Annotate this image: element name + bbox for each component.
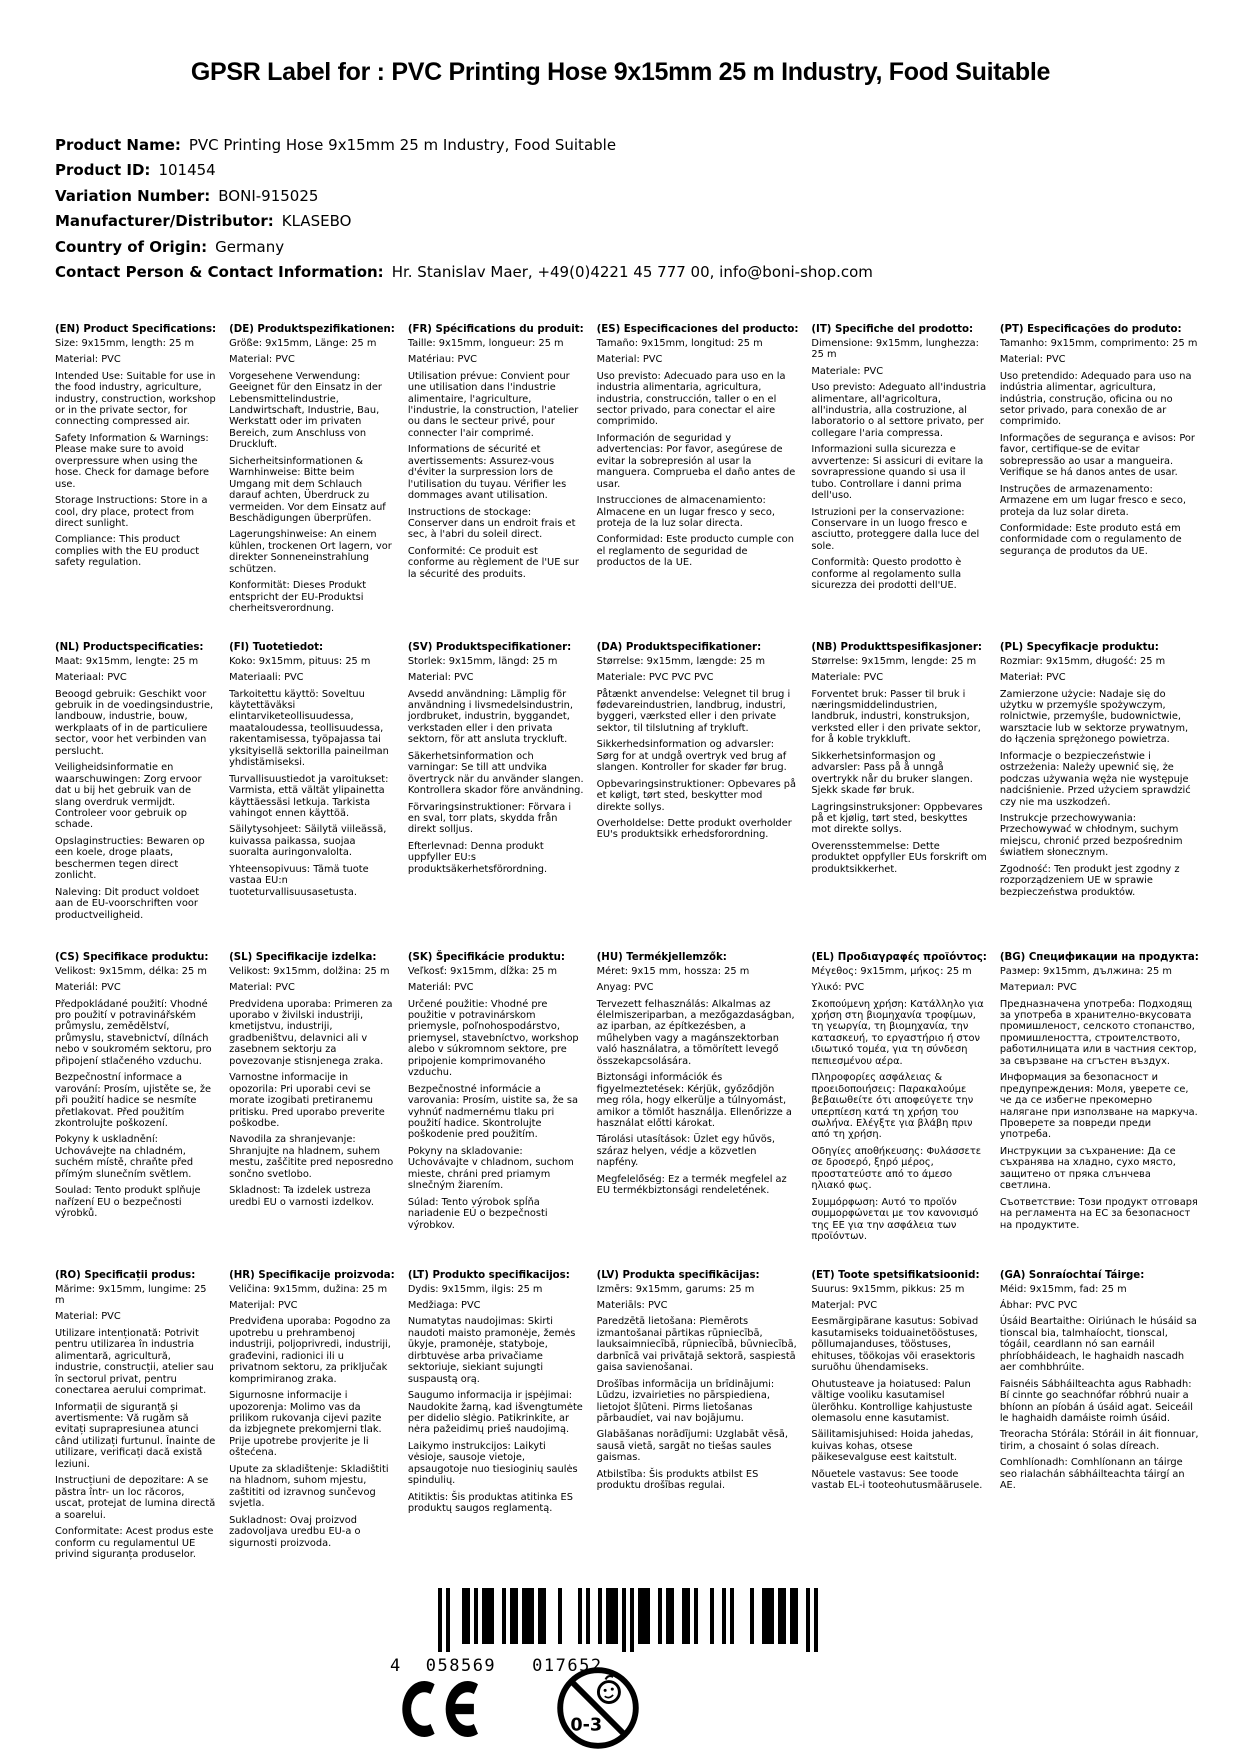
spec-paragraph: Tarkoitettu käyttö: Soveltuu käytettäväksi elintarviketeollisuudessa, maataloudessa, teollisuudessa, rakentamisessa, työpajassa tai yksityisellä sektorilla paineilman yhdistämiseksi.	[229, 688, 389, 769]
spec-paragraph: Soulad: Tento produkt splňuje nařízení EU o bezpečnosti výrobků.	[55, 1185, 201, 1220]
spec-paragraph: Instruções de armazenamento: Armazene em um lugar fresco e seco, proteja da luz solar direta.	[999, 483, 1186, 518]
language-spec-header: (HR) Specifikacije proizvoda:	[229, 1269, 395, 1281]
spec-paragraph: Konformität: Dieses Produkt entspricht der EU-Produktsi cherheitsverordnung.	[229, 580, 367, 615]
spec-paragraph: Compliance: This product complies with the EU product safety regulation.	[55, 534, 200, 569]
language-spec-header: (PL) Specyfikacje produktu:	[999, 641, 1159, 653]
language-spec-header: (CS) Specifikace produktu:	[55, 951, 209, 963]
spec-paragraph: Materijal: PVC	[229, 1299, 298, 1311]
language-spec-header: (EN) Product Specifications:	[55, 323, 217, 335]
language-spec-block	[811, 324, 986, 620]
spec-paragraph: Påtænkt anvendelse: Velegnet til brug i fødevareindustrien, landbrug, industri, byggeri, værksted eller i den private sektor, til tilslutning af trykluft.	[596, 688, 791, 734]
product-name-row	[55, 134, 1186, 157]
spec-paragraph: Faisnéis Sábháilteachta agus Rabhadh: Bí cinnte go seachnófar róbhrú nuair a bhíonn an píobán á úsáid agat. Seiceáil le haghaidh damáiste roimh úsáid.	[999, 1378, 1193, 1425]
contact-value: Hr. Stanislav Maer, +49(0)4221 45 777 00, info@boni-shop.com	[391, 263, 873, 282]
ce-mark-icon	[400, 1678, 480, 1740]
spec-paragraph: Comhlíonadh: Comhlíonann an táirge seo rialachán sábháilteachta táirgí an AE.	[999, 1457, 1185, 1492]
spec-paragraph: Safety Information & Warnings: Please make sure to avoid overpressure when using the hose. Check for damage before use.	[55, 432, 210, 490]
spec-paragraph: Conformitate: Acest produs este conform cu regulamentul UE privind siguranța produselor.	[55, 1526, 214, 1561]
spec-paragraph: Zamierzone użycie: Nadaje się do użytku w przemyśle spożywczym, rolnictwie, przemyśle, budownictwie, warsztacie lub w sektorze prywatnym, do łączenia sprężonego powietrza.	[999, 688, 1189, 746]
spec-paragraph: Instrucțiuni de depozitare: A se păstra într- un loc răcoros, uscat, protejat de lumina directă a soarelui.	[55, 1475, 216, 1521]
spec-paragraph: Materiál: PVC	[407, 982, 474, 994]
spec-paragraph: Material: PVC	[999, 354, 1066, 366]
spec-paragraph: Uso pretendido: Adequado para uso na indústria alimentar, agricultura, indústria, construção, oficina ou no setor privado, para conexão de ar comprimido.	[999, 370, 1192, 428]
language-spec-block	[1000, 642, 1199, 930]
spec-paragraph: Overensstemmelse: Dette produktet oppfyller EUs forskrift om produktsikkerhet.	[811, 840, 987, 875]
language-spec-block	[55, 642, 216, 930]
language-spec-block	[408, 1270, 584, 1566]
spec-paragraph: Informații de siguranță și avertismente: Vă rugăm să evitați suprapresiunea atunci când utilizați furtunul. Înainte de utilizare, verificați dacă există leziuni.	[55, 1401, 216, 1470]
spec-paragraph: Eesmärgipärane kasutus: Sobivad kasutamiseks toiduainetööstuses, põllumajanduses, tööstuses, ehituses, töökojas või erasektoris suruõhu ühendamiseks.	[811, 1316, 979, 1374]
language-spec-block	[597, 324, 799, 620]
spec-paragraph: Veiligheidsinformatie en waarschuwingen: Zorg ervoor dat u bij het gebruik van de slang overdruk vermijdt. Controleer voor gebruik op schade.	[55, 762, 202, 831]
spec-paragraph: Material: PVC	[229, 354, 295, 366]
language-spec-header: (ET) Toote spetsifikatsioonid:	[811, 1269, 980, 1281]
spec-paragraph: Съответствие: Този продукт отговаря на регламента на ЕС за безопасност на продуктите.	[999, 1196, 1198, 1231]
spec-paragraph: Sukladnost: Ovaj proizvod zadovoljava uredbu EU-a o sigurnosti proizvoda.	[229, 1514, 361, 1549]
spec-paragraph: Varnostne informacije in opozorila: Pri uporabi cevi se morate izogibati pretiranemu pritisku. Pred uporabo preverite poškodbe.	[229, 1072, 385, 1130]
spec-paragraph: Material: PVC	[55, 1311, 121, 1323]
language-spec-header: (GA) Sonraíochtaí Táirge:	[999, 1269, 1145, 1281]
language-spec-block	[55, 952, 216, 1248]
spec-paragraph: Velikost: 9x15mm, délka: 25 m	[55, 965, 207, 977]
language-spec-block	[597, 1270, 799, 1566]
spec-paragraph: Bezpečnostné informácie a varovania: Prosím, uistite sa, že sa vyhnúť nadmernému tlaku pri použití hadice. Skontrolujte poškodenie pred použitím.	[407, 1083, 579, 1141]
language-grid	[55, 323, 1199, 1566]
product-id-value: 101454	[158, 161, 216, 180]
spec-paragraph: Materiál: PVC	[55, 982, 121, 994]
spec-paragraph: Istruzioni per la conservazione: Conservare in un luogo fresco e asciutto, proteggere dalla luce del sole.	[811, 506, 980, 552]
language-spec-header: (LV) Produkta specifikācijas:	[596, 1269, 760, 1281]
language-spec-header: (FR) Spécifications du produit:	[407, 323, 584, 335]
spec-paragraph: Drošības informācija un brīdinājumi: Lūdzu, izvairieties no pārspiediena, lietojot šļūteni. Pirms lietošanas pārbaudiet, vai nav bojājumu.	[596, 1378, 775, 1425]
spec-paragraph: Intended Use: Suitable for use in the food industry, agriculture, industry, construction, workshop or in the private sector, for connecting compressed air.	[55, 370, 216, 428]
spec-paragraph: Maat: 9x15mm, lengte: 25 m	[55, 655, 199, 667]
spec-paragraph: Информация за безопасност и предупреждения: Моля, уверете се, че да се избегне прекомерно налягане при използване на маркуча. Проверете за повреди преди употреба.	[999, 1072, 1198, 1141]
spec-paragraph: Uso previsto: Adeguato all'industria alimentare, all'agricoltura, all'industria, alla costruzione, al laboratorio o al settore privato, per collegare l'aria compressa.	[811, 382, 987, 439]
spec-paragraph: Größe: 9x15mm, Länge: 25 m	[229, 337, 377, 349]
variation-number-row	[55, 185, 1186, 208]
spec-paragraph: Atitiktis: Šis produktas atitinka ES produktų saugos reglamentą.	[407, 1491, 573, 1515]
spec-paragraph: Material: PVC	[407, 672, 474, 684]
language-spec-header: (SV) Produktspecifikationer:	[407, 641, 572, 653]
spec-paragraph: Dimensione: 9x15mm, lunghezza: 25 m	[811, 337, 979, 361]
spec-paragraph: Размер: 9x15mm, дължина: 25 m	[999, 965, 1172, 977]
spec-paragraph: Dydis: 9x15mm, ilgis: 25 m	[407, 1283, 543, 1295]
spec-paragraph: Nõuetele vastavus: See toode vastab EL-i tooteohutusmäärusele.	[811, 1468, 983, 1492]
spec-paragraph: Zgodność: Ten produkt jest zgodny z rozporządzeniem UE w sprawie bezpieczeństwa produktów.	[999, 863, 1180, 898]
product-id-row	[55, 159, 1186, 182]
spec-paragraph: Materiaali: PVC	[229, 672, 304, 684]
language-spec-block	[811, 1270, 986, 1566]
spec-paragraph: Yhteensopivuus: Tämä tuote vastaa EU:n tuoteturvallisuusasetusta.	[229, 863, 369, 898]
spec-paragraph: Conformidad: Este producto cumple con el reglamento de seguridad de productos de la UE.	[596, 534, 794, 569]
spec-paragraph: Ábhar: PVC PVC	[999, 1299, 1078, 1311]
spec-paragraph: Veľkosť: 9x15mm, dĺžka: 25 m	[407, 965, 558, 977]
spec-paragraph: Turvallisuustiedot ja varoitukset: Varmista, että vältät ylipainetta käyttäessäsi letkuja. Tarkista vahingot ennen käyttöä.	[229, 773, 389, 820]
age-warning-text: 0-3	[570, 1715, 603, 1736]
spec-paragraph: Treoracha Stórála: Stóráil in áit fionnuar, tirim, a chosaint ó solas díreach.	[999, 1429, 1199, 1452]
product-info-block	[55, 134, 1186, 284]
spec-paragraph: Sikkerhedsinformation og advarsler: Sørg for at undgå overtryk ved brug af slangen. Kontroller for skader før brug.	[596, 739, 787, 774]
spec-paragraph: Instructions de stockage: Conserver dans un endroit frais et sec, à l'abri du soleil direct.	[407, 506, 576, 541]
spec-paragraph: Biztonsági információk és figyelmeztetések: Kérjük, győződjön meg róla, hogy elkerülje a túlnyomást, amikor a tömlőt használja. Ellenőrizze a használat előtti károkat.	[596, 1072, 792, 1130]
spec-paragraph: Předpokládané použití: Vhodné pro použití v potravinářském průmyslu, zemědělství, průmyslu, stavebnictví, dílnách nebo v soukromém sektoru, pro připojení stlačeného vzduchu.	[55, 998, 212, 1067]
language-spec-block	[1000, 324, 1199, 620]
spec-paragraph: Uso previsto: Adecuado para uso en la industria alimentaria, agricultura, industria, construcción, taller o en el sector privado, para conectar el aire comprimido.	[596, 370, 786, 428]
language-spec-header: (HU) Termékjellemzők:	[596, 951, 727, 963]
spec-paragraph: Tamanho: 9x15mm, comprimento: 25 m	[999, 337, 1198, 349]
spec-paragraph: Méret: 9x15 mm, hossza: 25 m	[596, 965, 750, 977]
spec-paragraph: Bezpečnostní informace a varování: Prosím, ujistěte se, že při použití hadice se nesmíte přetlakovat. Před použitím zkontrolujte poškození.	[55, 1072, 212, 1130]
spec-paragraph: Upute za skladištenje: Skladištiti na hladnom, suhom mjestu, zaštititi od izravnog sunčevog svjetla.	[229, 1463, 389, 1510]
manufacturer-row	[55, 210, 1186, 233]
spec-paragraph: Vorgesehene Verwendung: Geeignet für den Einsatz in der Lebensmittelindustrie, Landwirtschaft, Industrie, Bau, Werkstatt oder im privaten Bereich, zum Anschluss von Druckluft.	[229, 370, 382, 451]
page-title: GPSR Label for : PVC Printing Hose 9x15mm 25 m Industry, Food Suitable	[190, 58, 1051, 86]
spec-paragraph: Instrukcje przechowywania: Przechowywać w chłodnym, suchym miejscu, chronić przed bezpośrednim światłem słonecznym.	[999, 813, 1183, 859]
spec-paragraph: Μέγεθος: 9x15mm, μήκος: 25 m	[811, 965, 972, 977]
spec-paragraph: Taille: 9x15mm, longueur: 25 m	[407, 337, 564, 349]
spec-paragraph: Beoogd gebruik: Geschikt voor gebruik in de voedingsindustrie, landbouw, industrie, bouw, werkplaats of in de particuliere sector, voor het verbinden van perslucht.	[55, 688, 214, 757]
spec-paragraph: Lagringsinstruksjoner: Oppbevares på et kjølig, tørt sted, beskyttes mot direkte sollys.	[811, 801, 983, 836]
language-spec-header: (FI) Tuotetiedot:	[229, 641, 324, 653]
spec-paragraph: Megfelelőség: Ez a termék megfelel az EU termékbiztonsági rendeletének.	[596, 1173, 787, 1197]
spec-paragraph: Veličina: 9x15mm, dužina: 25 m	[229, 1283, 388, 1295]
spec-paragraph: Pokyny k uskladnění: Uchovávejte na chladném, suchém místě, chraňte před přímým slunečním světlem.	[55, 1134, 194, 1180]
spec-paragraph: Conformità: Questo prodotto è conforme al regolamento sulla sicurezza dei prodotti dell'UE.	[811, 557, 962, 592]
barcode-group-1: 058569	[425, 1656, 497, 1676]
spec-paragraph: Avsedd användning: Lämplig för användning i livsmedelsindustrin, jordbruket, industrin, byggandet, verkstaden eller i den privata sektorn, för att ansluta tryckluft.	[407, 688, 573, 746]
spec-paragraph: Utilisation prévue: Convient pour une utilisation dans l'industrie alimentaire, l'agriculture, l'industrie, la construction, l'atelier ou dans le secteur privé, pour connecter l'air comprimé.	[407, 370, 579, 439]
spec-paragraph: Материал: PVC	[999, 982, 1077, 994]
product-name-value: PVC Printing Hose 9x15mm 25 m Industry, Food Suitable	[188, 135, 617, 154]
spec-paragraph: Συμμόρφωση: Αυτό το προϊόν συμμορφώνεται με τον κανονισμό της ΕΕ για την ασφάλεια των προϊόντων.	[811, 1196, 979, 1243]
spec-paragraph: Materiale: PVC	[811, 672, 884, 684]
spec-paragraph: Πληροφορίες ασφάλειας & προειδοποιήσεις: Παρακαλούμε βεβαιωθείτε ότι αποφεύγετε την υπερπίεση κατά τη χρήση του σωλήνα. Ελέγξτε για βλάβη πριν από τη χρήση.	[811, 1072, 974, 1141]
language-spec-block	[55, 324, 216, 620]
spec-paragraph: Información de seguridad y advertencias: Por favor, asegúrese de evitar la sobrepresión al usar la manguera. Comprueba el daño antes de usar.	[596, 432, 796, 490]
spec-paragraph: Ohutusteave ja hoiatused: Palun vältige vooliku kasutamisel ülerõhku. Kontrollige kahjustuste olemasolu enne kasutamist.	[811, 1378, 973, 1425]
spec-paragraph: Atbilstība: Šis produkts atbilst ES produktu drošības regulai.	[596, 1468, 759, 1492]
language-spec-header: (SK) Špecifikácie produktu:	[407, 951, 566, 963]
spec-paragraph: Matériau: PVC	[407, 354, 477, 366]
language-spec-header: (PT) Especificações do produto:	[999, 323, 1182, 335]
spec-paragraph: Naleving: Dit product voldoet aan de EU-voorschriften voor productveiligheid.	[55, 886, 200, 921]
spec-paragraph: Sikkerhetsinformasjon og advarsler: Pass på å unngå overtrykk når du bruker slangen. Sjekk skade før bruk.	[811, 750, 973, 797]
spec-paragraph: Υλικό: PVC	[811, 982, 865, 994]
variation-number-value: BONI-915025	[218, 186, 319, 205]
spec-paragraph: Overholdelse: Dette produkt overholder EU's produktsikk erhedsforordning.	[596, 818, 792, 841]
language-spec-block	[229, 1270, 395, 1566]
spec-paragraph: Instrucciones de almacenamiento: Almacene en un lugar fresco y seco, proteja de la luz solar directa.	[596, 495, 775, 530]
spec-paragraph: Materiał: PVC	[999, 672, 1066, 684]
spec-paragraph: Opbevaringsinstruktioner: Opbevares på et køligt, tørt sted, beskytter mod direkte sollys.	[596, 778, 797, 813]
spec-paragraph: Paredzētā lietošana: Piemērots izmantošanai pārtikas rūpniecībā, lauksaimniecībā, rūpniecībā, būvniecībā, darbnīcā vai privātajā sektorā, saspiestā gaisa savienošanai.	[596, 1316, 797, 1374]
product-id-label: Product ID:	[55, 161, 151, 180]
language-spec-header: (EL) Προδιαγραφές προϊόντος:	[811, 951, 987, 963]
contact-label: Contact Person & Contact Information:	[55, 263, 384, 282]
spec-paragraph: Storlek: 9x15mm, längd: 25 m	[407, 655, 558, 667]
spec-paragraph: Sicherheitsinformationen & Warnhinweise: Bitte beim Umgang mit dem Schlauch darauf achten, Überdruck zu vermeiden. Vor dem Einsatz auf Beschädigungen überprüfen.	[229, 455, 386, 525]
spec-paragraph: Medžiaga: PVC	[407, 1299, 481, 1311]
spec-paragraph: Navodila za shranjevanje: Shranjujte na hladnem, suhem mestu, zaščitite pred neposredno sončno svetlobo.	[229, 1134, 394, 1180]
country-of-origin-value: Germany	[215, 237, 285, 256]
spec-paragraph: Efterlevnad: Denna produkt uppfyller EU:s produktsäkerhetsförordning.	[407, 840, 548, 875]
spec-paragraph: Οδηγίες αποθήκευσης: Φυλάσσετε σε δροσερό, ξηρό μέρος, προστατεύστε από το άμεσο ηλιακό φως.	[811, 1145, 982, 1192]
ean13-barcode	[438, 1588, 818, 1652]
barcode-group-2: 017652	[532, 1656, 603, 1676]
spec-paragraph: Koko: 9x15mm, pituus: 25 m	[229, 655, 371, 667]
spec-paragraph: Predvidena uporaba: Primeren za uporabo v živilski industriji, kmetijstvu, industriji, gradbeništvu, delavnici ali v zasebnem sektorju za povezovanje stisnjenega zraka.	[229, 998, 393, 1067]
spec-paragraph: Forventet bruk: Passer til bruk i næringsmiddelindustrien, landbruk, industri, konstruksjon, verksted eller i den private sektor, for å koble trykkluft.	[811, 688, 981, 746]
spec-paragraph: Informazioni sulla sicurezza e avvertenze: Si assicuri di evitare la sovrapressione quando si usa il tubo. Controllare i danni prima dell'uso.	[811, 444, 984, 502]
spec-paragraph: Materiāls: PVC	[596, 1299, 668, 1311]
spec-paragraph: Størrelse: 9x15mm, længde: 25 m	[596, 655, 766, 667]
language-spec-block	[1000, 1270, 1199, 1566]
language-spec-header: (DA) Produktspecifikationer:	[596, 641, 762, 653]
language-spec-header: (BG) Спецификации на продукта:	[999, 951, 1199, 963]
spec-paragraph: Informacje o bezpieczeństwie i ostrzeżenia: Należy upewnić się, że podczas używania węża nie występuje nadciśnienie. Przed użyciem sprawdzić czy nie ma uszkodzeń.	[999, 750, 1191, 808]
spec-paragraph: Skladnost: Ta izdelek ustreza uredbi EU o varnosti izdelkov.	[229, 1185, 374, 1208]
spec-paragraph: Säilytysohjeet: Säilytä viileässä, kuivassa paikassa, suojaa suoralta auringonvalolta.	[229, 824, 387, 859]
language-spec-block	[229, 324, 395, 620]
spec-paragraph: Súlad: Tento výrobok spĺňa nariadenie EÚ o bezpečnosti výrobkov.	[407, 1196, 548, 1231]
spec-paragraph: Material: PVC	[229, 982, 295, 994]
baby-face-icon	[598, 1682, 619, 1703]
language-spec-block	[597, 642, 799, 930]
spec-paragraph: Størrelse: 9x15mm, lengde: 25 m	[811, 655, 977, 667]
spec-paragraph: Opslaginstructies: Bewaren op een koele, droge plaats, beschermen tegen direct zonlicht.	[55, 835, 205, 882]
manufacturer-value: KLASEBO	[281, 212, 352, 231]
manufacturer-label: Manufacturer/Distributor:	[55, 212, 274, 231]
spec-paragraph: Pokyny na skladovanie: Uchovávajte v chladnom, suchom mieste, chráni pred priamym slnečným žiarením.	[407, 1145, 574, 1192]
age-warning-0-3-icon	[556, 1666, 640, 1750]
language-spec-header: (IT) Specifiche del prodotto:	[811, 323, 974, 335]
language-spec-block	[811, 952, 986, 1248]
language-spec-block	[597, 952, 799, 1248]
language-spec-header: (NL) Productspecificaties:	[55, 641, 204, 653]
language-spec-header: (RO) Specificații produs:	[55, 1269, 196, 1281]
spec-paragraph: Laikymo instrukcijos: Laikyti vėsioje, sausoje vietoje, apsaugotoje nuo tiesioginių saulės spindulių.	[407, 1440, 578, 1487]
spec-paragraph: Предназначена употреба: Подходящ за употреба в хранително-вкусовата промишленост, селското стопанство, промишлеността, строителството, работилницата или в частния сектор, за свързване на сгъстен въздух.	[999, 998, 1197, 1067]
country-of-origin-label: Country of Origin:	[55, 237, 208, 256]
spec-paragraph: Lagerungshinweise: An einem kühlen, trockenen Ort lagern, vor direkter Sonneneinstrahlung schützen.	[229, 529, 392, 575]
language-spec-block	[408, 324, 584, 620]
language-spec-block	[55, 1270, 216, 1566]
spec-paragraph: Glabāšanas norādījumi: Uzglabāt vēsā, sausā vietā, sargāt no tiešas saules gaismas.	[596, 1429, 788, 1464]
spec-paragraph: Anyag: PVC	[596, 982, 654, 994]
spec-paragraph: Conformidade: Este produto está em conformidade com o regulamento de segurança de produtos da UE.	[999, 523, 1182, 557]
spec-paragraph: Tamaño: 9x15mm, longitud: 25 m	[596, 337, 763, 349]
spec-paragraph: Mărime: 9x15mm, lungime: 25 m	[55, 1283, 207, 1306]
spec-paragraph: Material: PVC	[596, 354, 663, 366]
contact-row	[55, 261, 1186, 284]
spec-paragraph: Sigurnosne informacije i upozorenja: Molimo vas da prilikom rukovanja cijevi pazite da izbjegnete prekomjerni tlak. Prije upotrebe provjerite je li oštećena.	[229, 1390, 382, 1459]
spec-paragraph: Rozmiar: 9x15mm, długość: 25 m	[999, 655, 1166, 667]
language-spec-block	[811, 642, 986, 930]
spec-paragraph: Size: 9x15mm, length: 25 m	[55, 337, 195, 349]
spec-paragraph: Velikost: 9x15mm, dolžina: 25 m	[229, 965, 390, 977]
language-spec-block	[408, 952, 584, 1248]
spec-paragraph: Materiaal: PVC	[55, 672, 127, 684]
spec-paragraph: Storage Instructions: Store in a cool, dry place, protect from direct sunlight.	[55, 495, 208, 530]
language-spec-block	[408, 642, 584, 930]
spec-paragraph: Utilizare intenționată: Potrivit pentru utilizarea în industria alimentară, agricultură, industrie, construcții, atelier sau în sectorul privat, pentru conectarea aerului comprimat.	[55, 1327, 214, 1397]
language-spec-header: (NB) Produkttspesifikasjoner:	[811, 641, 982, 653]
barcode-system-digit: 4	[390, 1656, 402, 1676]
variation-number-label: Variation Number:	[55, 186, 211, 205]
spec-paragraph: Säkerhetsinformation och varningar: Se till att undvika övertryck när du använder slangen. Kontrollera skador före användning.	[407, 750, 584, 797]
language-spec-block	[229, 952, 395, 1248]
language-spec-header: (SL) Specifikacije izdelka:	[229, 951, 377, 963]
product-name-label: Product Name:	[55, 135, 181, 154]
language-spec-header: (ES) Especificaciones del producto:	[596, 323, 799, 335]
spec-paragraph: Určené použitie: Vhodné pre použitie v potravinárskom priemysle, poľnohospodárstvo, priemysel, stavebníctvo, workshop alebo v súkromnom sektore, pre pripojenie komprimovaného vzduchu.	[407, 998, 579, 1079]
spec-paragraph: Tervezett felhasználás: Alkalmas az élelmiszeriparban, a mezőgazdaságban, az iparban, az építkezésben, a műhelyben vagy a magánszektorban való használatra, a tömörített levegő összekapcsolására.	[596, 998, 795, 1067]
language-spec-block	[229, 642, 395, 930]
country-of-origin-row	[55, 236, 1186, 259]
spec-paragraph: Informations de sécurité et avertissements: Assurez-vous d'éviter la surpression lors de l'utilisation du tuyau. Vérifier les dommages avant utilisation.	[407, 444, 567, 502]
spec-paragraph: Saugumo informacija ir įspėjimai: Naudokite žarną, kad išvengtumėte per didelio slėgio. Patikrinkite, ar nėra pažeidimų prieš naudojimą.	[407, 1390, 583, 1436]
spec-paragraph: Инструкции за съхранение: Да се съхранява на хладно, сухо място, защитено от пряка слънчева светлина.	[999, 1145, 1176, 1192]
spec-paragraph: Izmērs: 9x15mm, garums: 25 m	[596, 1283, 755, 1295]
language-spec-block	[1000, 952, 1199, 1248]
spec-paragraph: Suurus: 9x15mm, pikkus: 25 m	[811, 1283, 965, 1295]
spec-paragraph: Materjal: PVC	[811, 1299, 878, 1311]
spec-paragraph: Predviđena uporaba: Pogodno za upotrebu u prehrambenoj industriji, poljoprivredi, industriji, građevini, radionici ili u privatnom sektoru, za priključak komprimiranog zraka.	[229, 1316, 391, 1385]
spec-paragraph: Méid: 9x15mm, fad: 25 m	[999, 1283, 1127, 1295]
spec-paragraph: Úsáid Beartaithe: Oiriúnach le húsáid sa tionscal bia, talmhaíocht, tionscal, tógáil, ceardlann nó san earnáil phríobháideach, le haghaidh nascadh aer comhbhrúite.	[999, 1316, 1197, 1374]
spec-paragraph: Σκοπούμενη χρήση: Κατάλληλο για χρήση στη βιομηχανία τροφίμων, τη γεωργία, τη βιομηχανία, την κατασκευή, το εργαστήριο ή στον ιδιωτικό τομέα, για τη σύνδεση πεπιεσμένου αέρα.	[811, 998, 984, 1067]
spec-paragraph: Förvaringsinstruktioner: Förvara i en sval, torr plats, skydda från direkt solljus.	[407, 801, 572, 836]
spec-paragraph: Säilitamisjuhised: Hoida jahedas, kuivas kohas, otsese päikesevalguse eest kaitstult.	[811, 1429, 974, 1464]
spec-paragraph: Material: PVC	[55, 354, 121, 366]
language-spec-header: (DE) Produktspezifikationen:	[229, 323, 395, 335]
spec-paragraph: Materiale: PVC PVC PVC	[596, 672, 714, 684]
spec-paragraph: Materiale: PVC	[811, 365, 884, 377]
spec-paragraph: Conformité: Ce produit est conforme au règlement de l'UE sur la sécurité des produits.	[407, 545, 579, 580]
spec-paragraph: Tárolási utasítások: Üzlet egy hűvös, száraz helyen, védje a közvetlen napfény.	[596, 1134, 775, 1169]
language-spec-header: (LT) Produkto specifikacijos:	[407, 1269, 570, 1281]
spec-paragraph: Informações de segurança e avisos: Por favor, certifique-se de evitar sobrepressão ao usar a mangueira. Verifique se há danos antes de usar.	[999, 432, 1195, 479]
spec-paragraph: Numatytas naudojimas: Skirti naudoti maisto pramonėje, žemės ūkyje, pramonėje, statyboje, dirbtuvėse arba privačiame sektoriuje, siekiant sujungti suspaustą orą.	[407, 1316, 576, 1385]
